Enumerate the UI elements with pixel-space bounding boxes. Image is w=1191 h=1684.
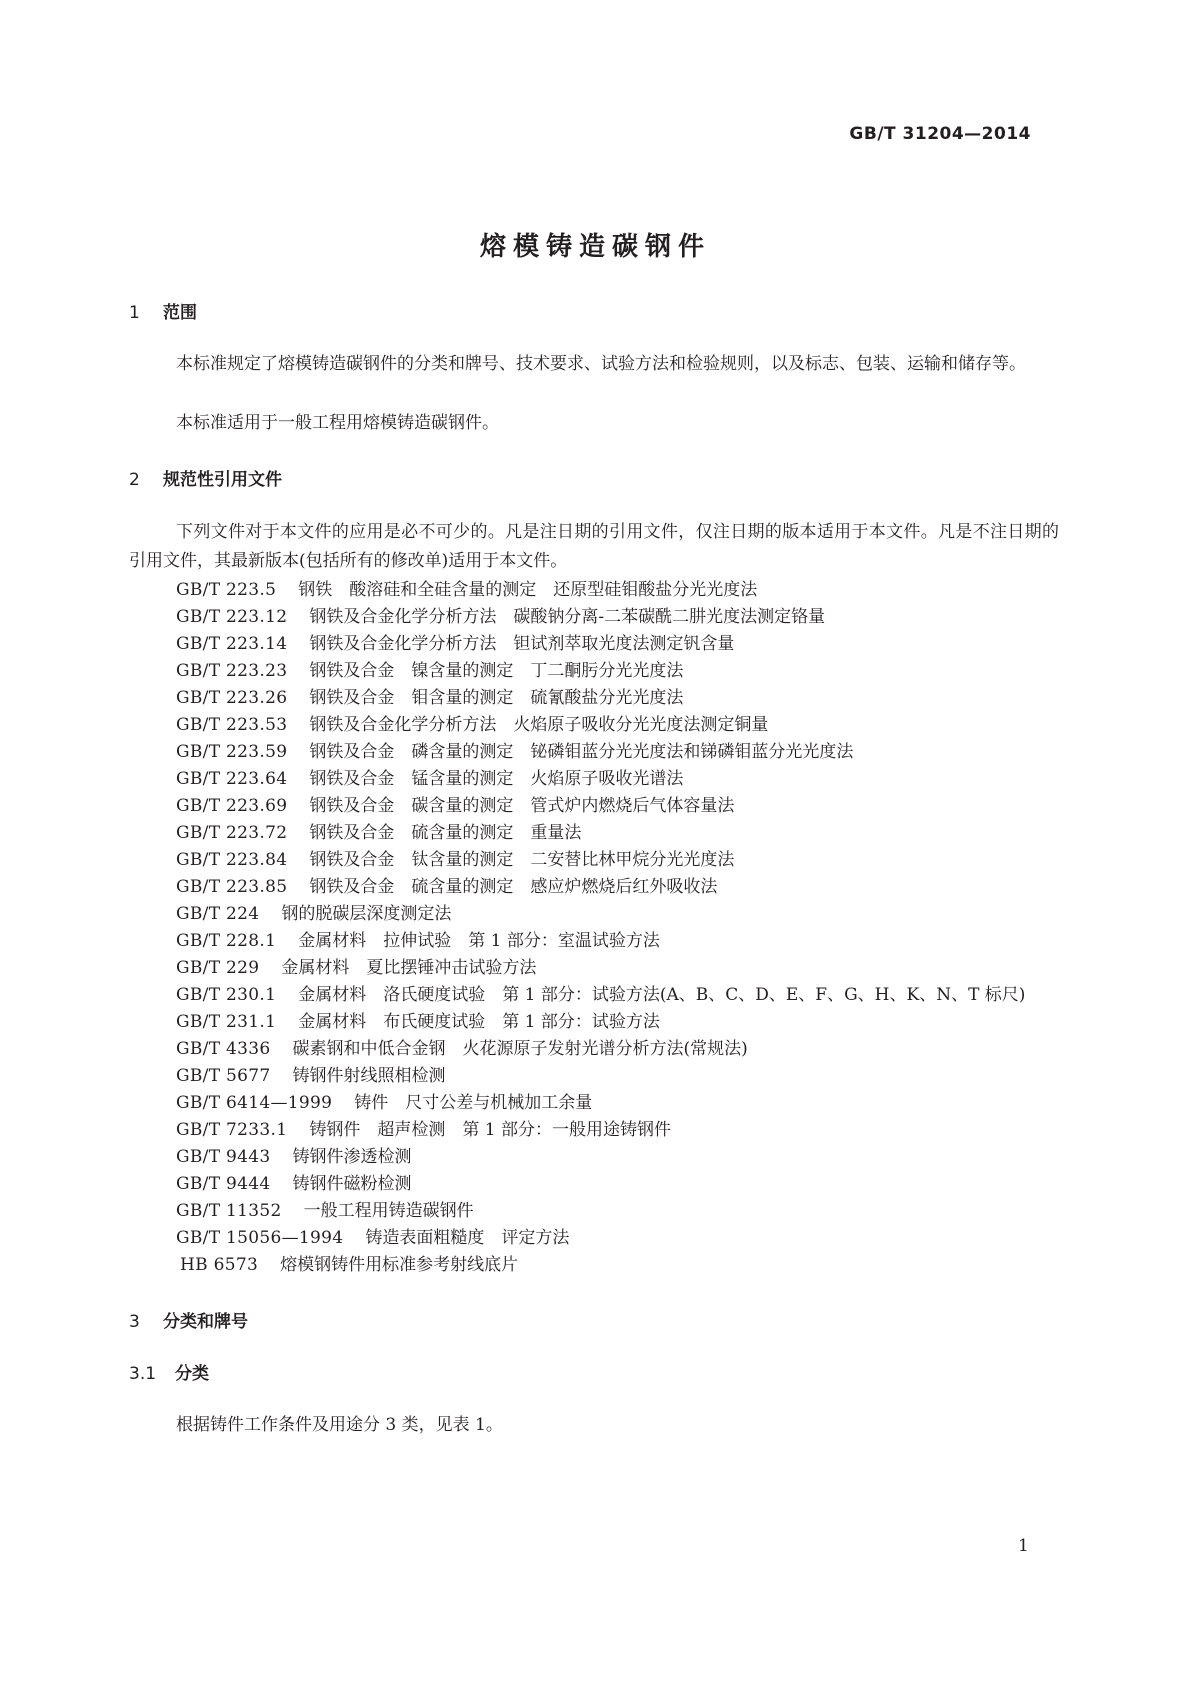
reference-item bbox=[176, 899, 451, 924]
reference-item bbox=[176, 683, 683, 708]
section-2-heading bbox=[129, 465, 282, 490]
reference-item bbox=[176, 764, 683, 789]
reference-item bbox=[176, 953, 536, 978]
reference-title: 钢铁及合金 镍含量的测定 丁二酮肟分光光度法 bbox=[309, 661, 684, 681]
reference-title: 钢铁及合金 钼含量的测定 硫氰酸盐分光光度法 bbox=[309, 688, 684, 708]
reference-item bbox=[176, 926, 660, 951]
reference-code: GB/T 9444 bbox=[176, 1174, 271, 1194]
reference-code: GB/T 223.64 bbox=[176, 769, 288, 789]
reference-item bbox=[176, 710, 768, 735]
reference-item bbox=[176, 1223, 569, 1248]
reference-title: 钢铁及合金 锰含量的测定 火焰原子吸收光谱法 bbox=[309, 769, 684, 789]
section-1-heading bbox=[129, 298, 197, 323]
document-title: 熔模铸造碳钢件 bbox=[479, 232, 711, 262]
section-3-title: 分类和牌号 bbox=[163, 1312, 248, 1332]
reference-title: 铸钢件射线照相检测 bbox=[292, 1066, 446, 1086]
reference-item bbox=[176, 872, 717, 897]
reference-title: 钢铁及合金 碳含量的测定 管式炉内燃烧后气体容量法 bbox=[309, 796, 735, 816]
reference-code: GB/T 230.1 bbox=[176, 985, 277, 1005]
reference-item bbox=[176, 1061, 446, 1086]
section-2-number: 2 bbox=[129, 470, 140, 490]
reference-code: GB/T 9443 bbox=[176, 1147, 271, 1167]
reference-item bbox=[176, 1034, 748, 1059]
reference-item bbox=[176, 575, 757, 600]
reference-code: GB/T 223.12 bbox=[176, 607, 288, 627]
reference-title: 金属材料 拉伸试验 第 1 部分：室温试验方法 bbox=[298, 931, 660, 951]
reference-title: 碳素钢和中低合金钢 火花源原子发射光谱分析方法(常规法) bbox=[292, 1039, 748, 1059]
section-3-1-heading bbox=[129, 1359, 209, 1384]
reference-code: GB/T 223.26 bbox=[176, 688, 288, 708]
reference-title: 铸钢件 超声检测 第 1 部分：一般用途铸钢件 bbox=[309, 1120, 671, 1140]
section-1-number: 1 bbox=[129, 303, 140, 323]
reference-code: GB/T 7233.1 bbox=[176, 1120, 288, 1140]
reference-title: 钢铁及合金化学分析方法 火焰原子吸收分光光度法测定铜量 bbox=[309, 715, 769, 735]
reference-code: HB 6573 bbox=[180, 1255, 259, 1275]
section-1-paragraph-1: 本标准规定了熔模铸造碳钢件的分类和牌号、技术要求、试验方法和检验规则，以及标志、包装、运输和储存等。 bbox=[176, 354, 1026, 374]
reference-title: 铸钢件磁粉检测 bbox=[292, 1174, 412, 1194]
reference-title: 一般工程用铸造碳钢件 bbox=[303, 1201, 474, 1221]
reference-title: 钢铁及合金 磷含量的测定 铋磷钼蓝分光光度法和锑磷钼蓝分光光度法 bbox=[309, 742, 854, 762]
reference-code: GB/T 223.53 bbox=[176, 715, 288, 735]
reference-code: GB/T 5677 bbox=[176, 1066, 271, 1086]
reference-code: GB/T 223.5 bbox=[176, 580, 277, 600]
reference-item bbox=[176, 656, 683, 681]
section-3-1-title: 分类 bbox=[175, 1364, 209, 1384]
reference-item bbox=[176, 737, 853, 762]
standard-code: GB/T 31204—2014 bbox=[849, 124, 1031, 144]
reference-title: 钢铁及合金 硫含量的测定 重量法 bbox=[309, 823, 582, 843]
reference-item bbox=[176, 1169, 412, 1194]
reference-code: GB/T 229 bbox=[176, 958, 260, 978]
reference-item bbox=[180, 1250, 518, 1275]
page-number: 1 bbox=[1018, 1536, 1029, 1556]
reference-code: GB/T 223.84 bbox=[176, 850, 288, 870]
reference-title: 铸钢件渗透检测 bbox=[292, 1147, 412, 1167]
reference-title: 钢铁及合金化学分析方法 碳酸钠分离-二苯碳酰二肼光度法测定铬量 bbox=[309, 607, 826, 627]
reference-title: 金属材料 布氏硬度试验 第 1 部分：试验方法 bbox=[298, 1012, 660, 1032]
reference-code: GB/T 223.23 bbox=[176, 661, 288, 681]
reference-code: GB/T 224 bbox=[176, 904, 260, 924]
reference-code: GB/T 6414—1999 bbox=[176, 1093, 333, 1113]
section-1-title: 范围 bbox=[163, 303, 197, 323]
section-2-intro: 下列文件对于本文件的应用是必不可少的。凡是注日期的引用文件，仅注日期的版本适用于本文件。凡是不注日期的引用文件，其最新版本(包括所有的修改单)适用于本文件。 bbox=[129, 522, 1059, 571]
reference-code: GB/T 11352 bbox=[176, 1201, 282, 1221]
reference-item bbox=[176, 1115, 671, 1140]
reference-code: GB/T 223.72 bbox=[176, 823, 288, 843]
reference-title: 铸件 尺寸公差与机械加工余量 bbox=[354, 1093, 593, 1113]
reference-code: GB/T 15056—1994 bbox=[176, 1228, 344, 1248]
reference-title: 钢铁及合金化学分析方法 钽试剂萃取光度法测定钒含量 bbox=[309, 634, 735, 654]
reference-title: 钢铁 酸溶硅和全硅含量的测定 还原型硅钼酸盐分光光度法 bbox=[298, 580, 758, 600]
reference-title: 钢的脱碳层深度测定法 bbox=[281, 904, 452, 924]
reference-item bbox=[176, 845, 734, 870]
reference-item bbox=[176, 818, 581, 843]
reference-item bbox=[176, 1196, 474, 1221]
reference-code: GB/T 4336 bbox=[176, 1039, 271, 1059]
reference-title: 金属材料 洛氏硬度试验 第 1 部分：试验方法(A、B、C、D、E、F、G、H、K、N、T 标尺) bbox=[298, 985, 1026, 1005]
reference-code: GB/T 223.69 bbox=[176, 796, 288, 816]
reference-code: GB/T 223.59 bbox=[176, 742, 288, 762]
reference-item bbox=[176, 1007, 660, 1032]
reference-item bbox=[176, 1088, 592, 1113]
section-3-number: 3 bbox=[129, 1312, 140, 1332]
reference-item bbox=[176, 1142, 412, 1167]
reference-code: GB/T 223.85 bbox=[176, 877, 288, 897]
reference-title: 熔模钢铸件用标准参考射线底片 bbox=[280, 1255, 519, 1275]
reference-title: 钢铁及合金 硫含量的测定 感应炉燃烧后红外吸收法 bbox=[309, 877, 718, 897]
section-1-paragraph-2: 本标准适用于一般工程用熔模铸造碳钢件。 bbox=[176, 413, 499, 433]
reference-code: GB/T 223.14 bbox=[176, 634, 288, 654]
section-2-title: 规范性引用文件 bbox=[163, 470, 282, 490]
section-3-1-number: 3.1 bbox=[129, 1364, 157, 1384]
reference-code: GB/T 231.1 bbox=[176, 1012, 277, 1032]
reference-item bbox=[176, 602, 825, 627]
reference-code: GB/T 228.1 bbox=[176, 931, 277, 951]
section-3-1-text: 根据铸件工作条件及用途分 3 类，见表 1。 bbox=[176, 1415, 503, 1435]
reference-title: 钢铁及合金 钛含量的测定 二安替比林甲烷分光光度法 bbox=[309, 850, 735, 870]
reference-title: 铸造表面粗糙度 评定方法 bbox=[365, 1228, 570, 1248]
reference-title: 金属材料 夏比摆锤冲击试验方法 bbox=[281, 958, 537, 978]
reference-item bbox=[176, 629, 734, 654]
reference-item bbox=[176, 980, 1025, 1005]
section-3-heading bbox=[129, 1307, 248, 1332]
reference-item bbox=[176, 791, 734, 816]
